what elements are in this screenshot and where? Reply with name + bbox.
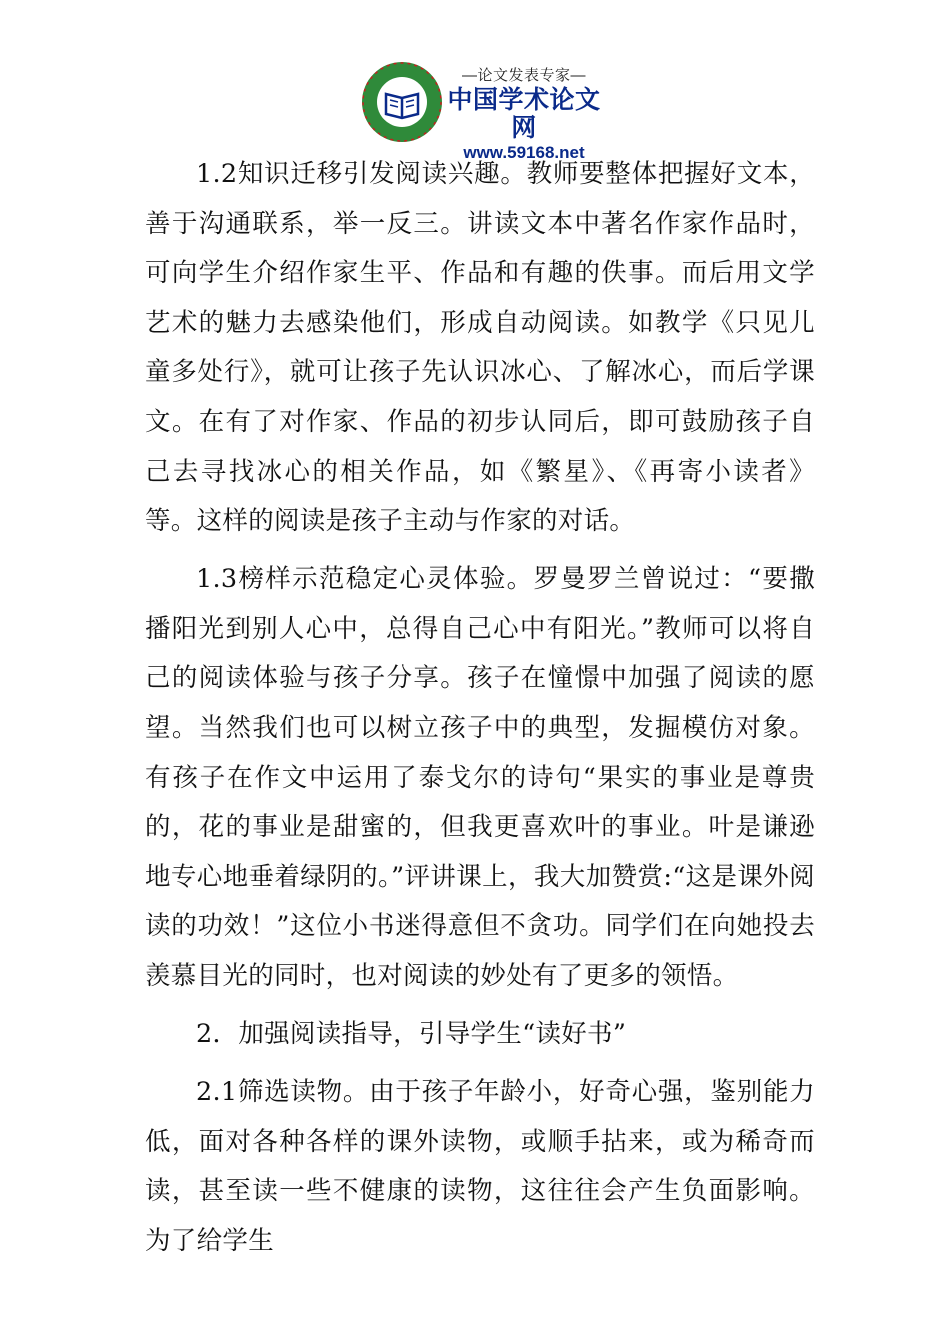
site-logo[interactable] (360, 60, 601, 162)
paragraph: 1.2知识迁移引发阅读兴趣。教师要整体把握好文本，善于沟通联系，举一反三。讲读文本中著名作家作品时，可向学生介绍作家生平、作品和有趣的佚事。而后用文学艺术的魅力去感染他们，形成自动阅读。如教学《只见儿童多处行》，就可让孩子先认识冰心、了解冰心，而后学课文。在有了对作家、作品的初步认同后，即可鼓励孩子自己去寻找冰心的相关作品，如《繁星》、《再寄小读者》等。这样的阅读是孩子主动与作家的对话。 (145, 159, 815, 537)
logo-url[interactable]: www.59168.net (463, 143, 585, 162)
paragraph: 2.1筛选读物。由于孩子年龄小，好奇心强，鉴别能力低，面对各种各样的课外读物，或顺手拈来，或为稀奇而读，甚至读一些不健康的读物，这往往会产生负面影响。为了给学生 (145, 1077, 815, 1256)
logo-site-name: 中国学术论文网 (447, 86, 601, 142)
seal-logo-icon (360, 60, 444, 144)
article-body (145, 150, 815, 1275)
logo-slogan: —论文发表专家— (461, 67, 586, 84)
paragraph: 1.3榜样示范稳定心灵体验。罗曼罗兰曾说过：“要撒播阳光到别人心中，总得自己心中有阳光。”教师可以将自己的阅读体验与孩子分享。孩子在憧憬中加强了阅读的愿望。当然我们也可以树立孩子中的典型，发掘模仿对象。有孩子在作文中运用了泰戈尔的诗句“果实的事业是尊贵的，花的事业是甜蜜的，但我更喜欢叶的事业。叶是谦逊地专心地垂着绿阴的。”评讲课上，我大加赞赏:“这是课外阅读的功效！”这位小书迷得意但不贪功。同学们在向她投去羡慕目光的同时，也对阅读的妙处有了更多的领悟。 (145, 564, 815, 991)
section-heading: 2．加强阅读指导，引导学生“读好书” (196, 1019, 627, 1050)
